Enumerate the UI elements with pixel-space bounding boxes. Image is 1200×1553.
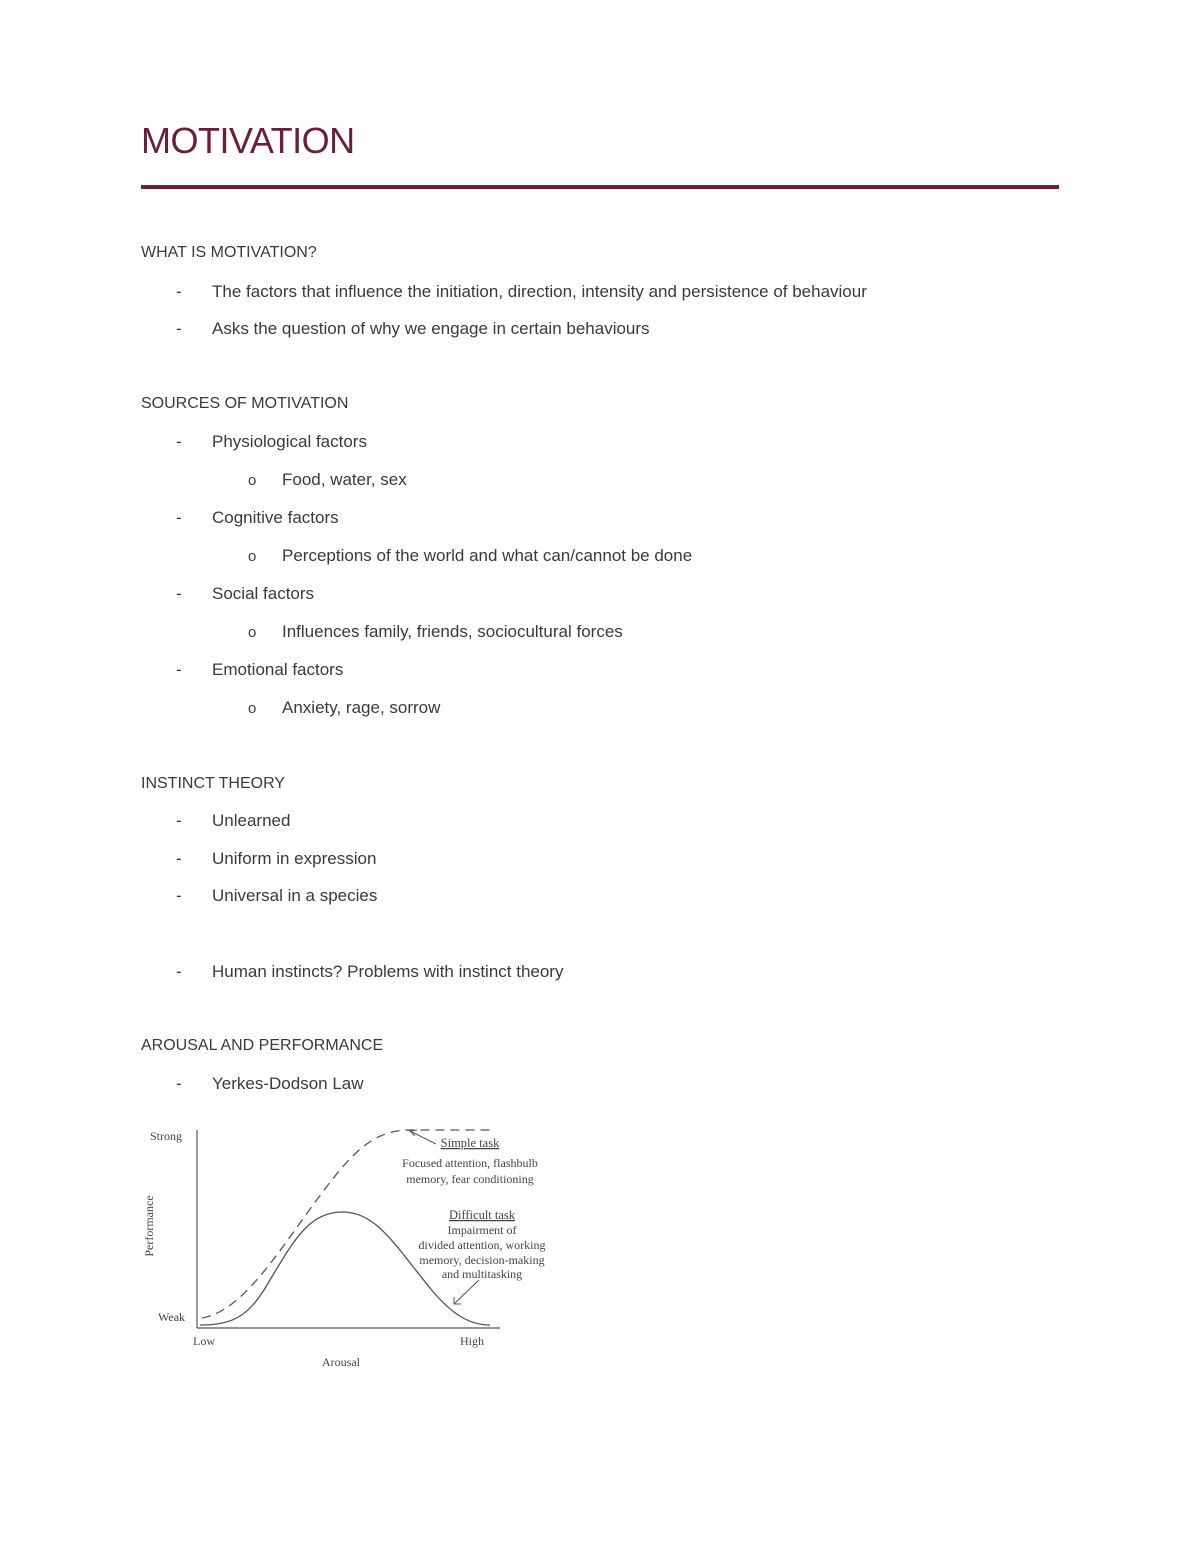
sub-list-item-text: Anxiety, rage, sorrow [282, 698, 441, 717]
yerkes-dodson-figure [140, 1120, 570, 1380]
list-item [176, 849, 376, 869]
dash-bullet: - [176, 432, 182, 451]
dash-bullet: - [176, 1074, 182, 1093]
simple-task-line: Focused attention, flashbulb [402, 1156, 538, 1170]
list-item [176, 962, 563, 982]
sub-list-item-text: Perceptions of the world and what can/cannot be done [282, 546, 693, 565]
sub-list-item-text: Influences family, friends, sociocultural forces [282, 622, 623, 641]
sub-list-item [248, 546, 692, 566]
list-item [176, 660, 343, 680]
sub-list-item [248, 622, 623, 642]
dash-bullet: - [176, 886, 182, 905]
dash-bullet: - [176, 584, 182, 603]
difficult-task-arrow [454, 1280, 479, 1304]
circle-bullet: o [248, 472, 257, 489]
list-item-text: Emotional factors [212, 660, 344, 679]
list-item-text: The factors that influence the initiation, direction, intensity and persistence of behaviour [212, 282, 867, 301]
dash-bullet: - [176, 962, 182, 981]
x-tick-high: High [460, 1334, 484, 1348]
y-tick-strong: Strong [150, 1129, 183, 1143]
difficult-task-title: Difficult task [448, 1208, 516, 1222]
section-heading-sources-of-motivation: SOURCES OF MOTIVATION [141, 395, 349, 412]
list-item [176, 319, 650, 339]
y-tick-weak: Weak [158, 1310, 186, 1324]
list-item-text: Yerkes-Dodson Law [212, 1074, 364, 1093]
dash-bullet: - [176, 849, 182, 868]
difficult-task-line: Impairment of [447, 1223, 517, 1237]
list-item [176, 811, 290, 831]
section-heading-what-is-motivation: WHAT IS MOTIVATION? [141, 244, 317, 261]
y-axis-label: Performance [142, 1195, 156, 1257]
section-heading-arousal-and-performance: AROUSAL AND PERFORMANCE [141, 1037, 384, 1054]
circle-bullet: o [248, 624, 257, 641]
list-item [176, 1074, 364, 1094]
simple-task-title: Simple task [440, 1136, 500, 1150]
difficult-task-line: and multitasking [441, 1267, 523, 1281]
list-item-text: Universal in a species [212, 886, 378, 905]
difficult-task-line: memory, decision-making [419, 1253, 545, 1267]
dash-bullet: - [176, 319, 182, 338]
list-item [176, 282, 867, 302]
x-axis-label: Arousal [322, 1355, 360, 1369]
list-item-text: Uniform in expression [212, 849, 377, 868]
section-heading-instinct-theory: INSTINCT THEORY [141, 775, 286, 792]
circle-bullet: o [248, 700, 257, 717]
list-item-text: Physiological factors [212, 432, 367, 451]
list-item [176, 584, 314, 604]
list-item-text: Cognitive factors [212, 508, 339, 527]
circle-bullet: o [248, 548, 257, 565]
list-item-text: Human instincts? Problems with instinct theory [212, 962, 564, 981]
list-item [176, 508, 339, 528]
sub-list-item [248, 470, 407, 490]
dash-bullet: - [176, 508, 182, 527]
list-item [176, 886, 377, 906]
sub-list-item-text: Food, water, sex [282, 470, 407, 489]
simple-task-arrow [410, 1131, 436, 1144]
list-item-text: Unlearned [212, 811, 291, 830]
dash-bullet: - [176, 660, 182, 679]
dash-bullet: - [176, 282, 182, 301]
page-title: MOTIVATION [141, 120, 355, 161]
difficult-task-line: divided attention, working [418, 1238, 546, 1252]
list-item-text: Asks the question of why we engage in certain behaviours [212, 319, 650, 338]
list-item-text: Social factors [212, 584, 315, 603]
list-item [176, 432, 367, 452]
sub-list-item [248, 698, 440, 718]
x-tick-low: Low [193, 1334, 215, 1348]
dash-bullet: - [176, 811, 182, 830]
simple-task-line: memory, fear conditioning [406, 1172, 534, 1186]
title-underline [141, 185, 1059, 189]
